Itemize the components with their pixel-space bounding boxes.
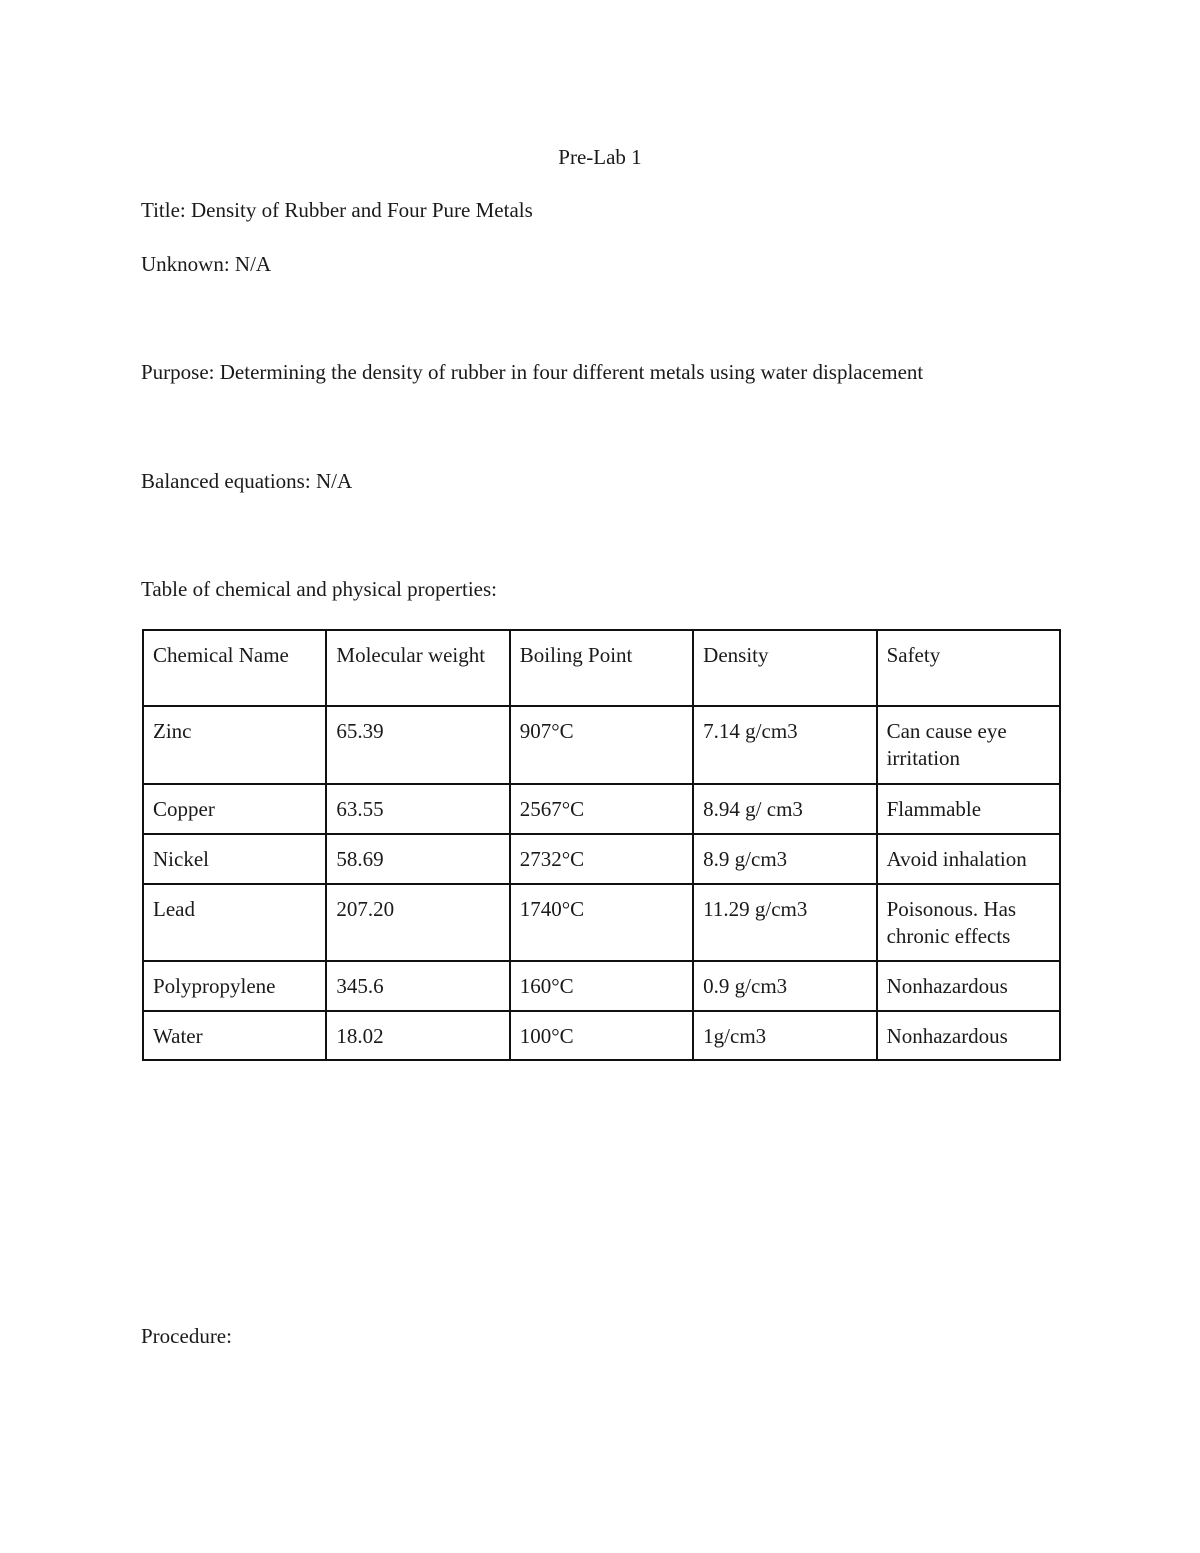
page-heading: Pre-Lab 1 bbox=[558, 145, 642, 169]
cell-chemical-name: Copper bbox=[143, 784, 326, 834]
properties-table bbox=[142, 629, 1061, 1061]
cell-safety: Nonhazardous bbox=[877, 961, 1060, 1011]
cell-safety: Avoid inhalation bbox=[877, 834, 1060, 884]
table-row bbox=[143, 1011, 1060, 1060]
cell-safety: Nonhazardous bbox=[877, 1011, 1060, 1060]
table-caption: Table of chemical and physical properties: bbox=[141, 577, 497, 601]
purpose-line: Purpose: Determining the density of rubber in four different metals using water displacement bbox=[141, 360, 924, 384]
table-row bbox=[143, 834, 1060, 884]
header-safety: Safety bbox=[877, 630, 1060, 706]
unknown-line: Unknown: N/A bbox=[141, 252, 272, 276]
cell-boiling-point: 100°C bbox=[510, 1011, 693, 1060]
cell-density: 7.14 g/cm3 bbox=[693, 706, 876, 784]
cell-boiling-point: 907°C bbox=[510, 706, 693, 784]
cell-boiling-point: 2732°C bbox=[510, 834, 693, 884]
cell-molecular-weight: 18.02 bbox=[326, 1011, 509, 1060]
cell-safety: Can cause eye irritation bbox=[877, 706, 1060, 784]
cell-density: 0.9 g/cm3 bbox=[693, 961, 876, 1011]
header-chemical-name: Chemical Name bbox=[143, 630, 326, 706]
cell-boiling-point: 1740°C bbox=[510, 884, 693, 961]
cell-chemical-name: Polypropylene bbox=[143, 961, 326, 1011]
procedure-line: Procedure: bbox=[141, 1324, 232, 1348]
cell-density: 1g/cm3 bbox=[693, 1011, 876, 1060]
header-boiling-point: Boiling Point bbox=[510, 630, 693, 706]
cell-chemical-name: Water bbox=[143, 1011, 326, 1060]
cell-density: 11.29 g/cm3 bbox=[693, 884, 876, 961]
table-row bbox=[143, 784, 1060, 834]
cell-boiling-point: 2567°C bbox=[510, 784, 693, 834]
cell-molecular-weight: 58.69 bbox=[326, 834, 509, 884]
cell-molecular-weight: 345.6 bbox=[326, 961, 509, 1011]
cell-molecular-weight: 63.55 bbox=[326, 784, 509, 834]
title-line: Title: Density of Rubber and Four Pure Metals bbox=[141, 198, 533, 222]
cell-molecular-weight: 207.20 bbox=[326, 884, 509, 961]
table-row bbox=[143, 884, 1060, 961]
cell-safety: Poisonous. Has chronic effects bbox=[877, 884, 1060, 961]
cell-safety: Flammable bbox=[877, 784, 1060, 834]
cell-chemical-name: Zinc bbox=[143, 706, 326, 784]
cell-molecular-weight: 65.39 bbox=[326, 706, 509, 784]
cell-boiling-point: 160°C bbox=[510, 961, 693, 1011]
table-header-row bbox=[143, 630, 1060, 706]
cell-density: 8.94 g/ cm3 bbox=[693, 784, 876, 834]
table-row bbox=[143, 961, 1060, 1011]
header-density: Density bbox=[693, 630, 876, 706]
cell-chemical-name: Nickel bbox=[143, 834, 326, 884]
table-row bbox=[143, 706, 1060, 784]
cell-chemical-name: Lead bbox=[143, 884, 326, 961]
header-molecular-weight: Molecular weight bbox=[326, 630, 509, 706]
balanced-equations-line: Balanced equations: N/A bbox=[141, 469, 353, 493]
cell-density: 8.9 g/cm3 bbox=[693, 834, 876, 884]
